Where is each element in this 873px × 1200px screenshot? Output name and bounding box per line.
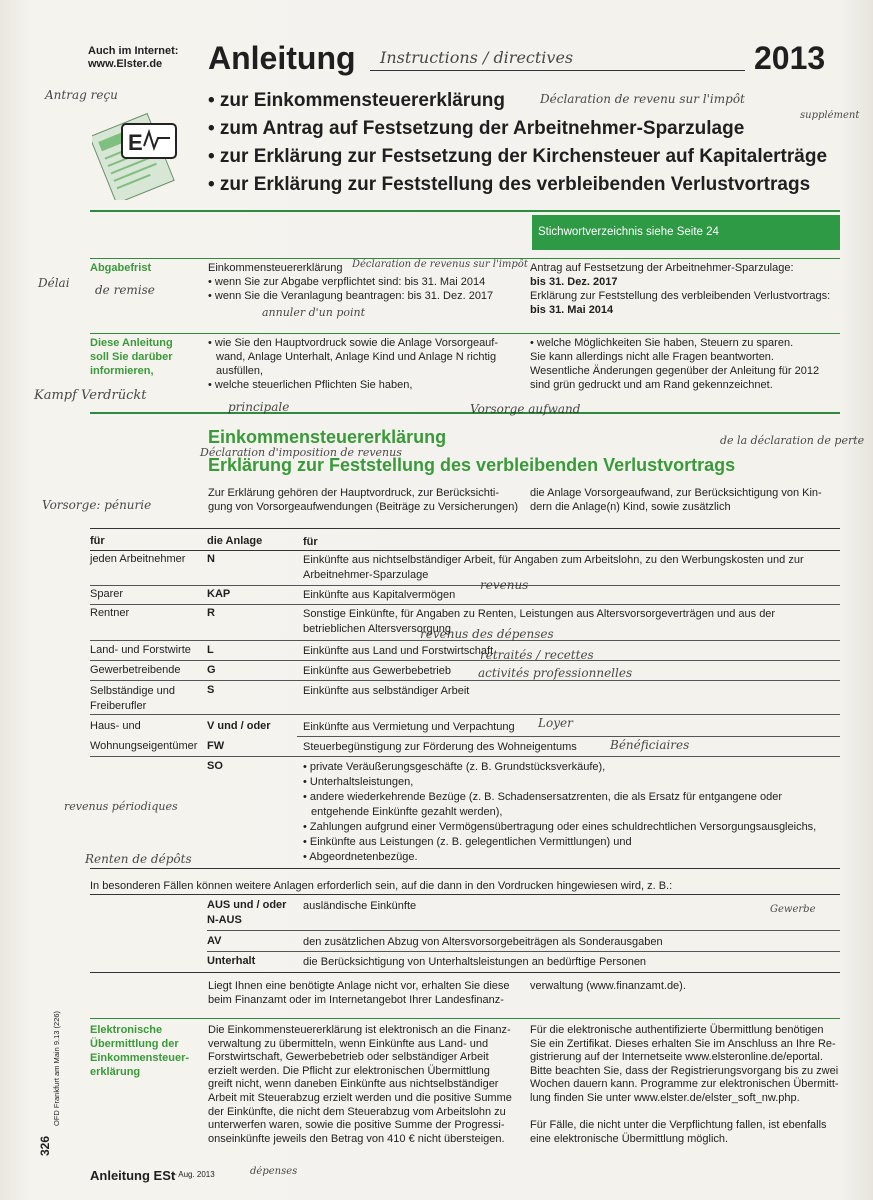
- row-anlage: SO: [207, 760, 223, 772]
- special-note: In besonderen Fällen können weitere Anlagen erforderlich sein, auf die dann in den Vordrucken hingewiesen wird, z. B.:: [90, 880, 673, 892]
- intro-left-1: Zur Erklärung gehören der Hauptvordruck, zur Berücksichti-: [208, 487, 500, 499]
- electronic-left-line: Die Einkommensteuererklärung ist elektronisch an die Finanz-: [208, 1024, 511, 1036]
- row-rule: [207, 930, 840, 931]
- intro-right-1: die Anlage Vorsorgeaufwand, zur Berücksichtigung von Kin-: [530, 487, 822, 499]
- year: 2013: [754, 40, 826, 76]
- row-who: jeden Arbeitnehmer: [90, 553, 186, 565]
- row-who: Land- und Forstwirte: [90, 644, 191, 656]
- handwritten-note: revenus: [480, 578, 529, 592]
- bullet-4: • zur Erklärung zur Feststellung des verbleibenden Verlustvortrags: [208, 174, 811, 195]
- table-top-rule: [90, 528, 840, 529]
- electronic-right-line: Für Fälle, die nicht unter die Verpflichtung fallen, ist ebenfalls: [530, 1119, 827, 1132]
- electronic-right-line: Wochen dauern kann. Programme zur elektronischen Übermitt-: [530, 1078, 839, 1091]
- electronic-right-line: lung finden Sie unter www.elster.de/elster_soft_nw.php.: [530, 1091, 800, 1104]
- bullet-3: • zur Erklärung zur Festsetzung der Kirchensteuer auf Kapitalerträge: [208, 146, 828, 167]
- row-anlage: AV: [207, 935, 222, 947]
- info-label-1: Diese Anleitung: [90, 337, 173, 349]
- header-anlage: die Anlage: [207, 535, 263, 547]
- deadline-left-heading: Einkommensteuererklärung: [208, 262, 343, 274]
- handwritten-note: Vorsorge aufwand: [470, 402, 581, 416]
- handwritten-note: Vorsorge: pénurie: [42, 498, 152, 512]
- side-text: OFD Frankfurt am Main 9.13 (226): [52, 1010, 61, 1126]
- deadline-label: Abgabefrist: [90, 262, 152, 274]
- deadline-left-2: • wenn Sie die Veranlagung beantragen: bis 31. Dez. 2017: [208, 290, 494, 302]
- row-desc: die Berücksichtigung von Unterhaltsleistungen an bedürftige Personen: [303, 956, 647, 968]
- handwritten-note: annuler d'un point: [262, 306, 366, 319]
- electronic-right-line: Für die elektronische authentifizierte Übermittlung benötigen: [530, 1024, 824, 1036]
- electronic-left-line: erzielt werden. Die Pflicht zur elektronischen Übermittlung: [208, 1064, 490, 1077]
- row-rule: [90, 714, 840, 715]
- header-fuer-2: für: [303, 536, 318, 548]
- extra-top-rule: [90, 894, 840, 895]
- footer-date: – Aug. 2013: [172, 1170, 215, 1179]
- handwritten-note: activités professionnelles: [478, 666, 633, 680]
- row-rule: [90, 660, 840, 661]
- row-desc: ausländische Einkünfte: [303, 900, 417, 912]
- row-desc: Einkünfte aus Gewerbebetrieb: [303, 665, 451, 677]
- handwritten-note: Bénéficiaires: [610, 738, 690, 752]
- row-rule: [297, 736, 840, 737]
- electronic-left-line: onseinkünfte jeweils den Betrag von 410 € nicht übersteigen.: [208, 1132, 505, 1145]
- deadline-right-1: Antrag auf Festsetzung der Arbeitnehmer-Sparzulage:: [530, 262, 794, 274]
- section-divider: [90, 412, 840, 414]
- page-number: 326: [38, 1135, 52, 1156]
- so-items: [303, 760, 840, 865]
- row-desc: Einkünfte aus Land und Forstwirtschaft: [303, 645, 494, 657]
- index-box: Stichwortverzeichnis siehe Seite 24: [532, 215, 840, 250]
- electronic-label-2: Übermittlung der: [90, 1038, 179, 1050]
- row-rule: [90, 585, 840, 586]
- extra-bottom-rule: [90, 972, 840, 973]
- info-right-3: Wesentliche Änderungen gegenüber der Anleitung für 2012: [530, 365, 820, 377]
- electronic-right-line: Bitte beachten Sie, dass der Registrierungsvorgang bis zu zwei: [530, 1064, 839, 1077]
- info-left-3: ausfüllen,: [216, 365, 264, 377]
- electronic-left-line: unterwerfen waren, sowie die positive Summe der Progressi-: [208, 1119, 505, 1132]
- row-anlage: Unterhalt: [207, 955, 256, 967]
- electronic-right-line: [530, 1106, 842, 1120]
- row-who: Sparer: [90, 588, 124, 600]
- table-header-rule: [90, 550, 840, 551]
- header-divider: [90, 210, 840, 212]
- handwritten-note: Antrag reçu: [45, 88, 118, 102]
- info-divider: [90, 333, 840, 334]
- so-item: • Unterhaltsleistungen,: [303, 776, 414, 788]
- intro-left-2: gung von Vorsorgeaufwendungen (Beiträge zu Versicherungen): [208, 501, 519, 513]
- row-desc: Einkünfte aus nichtselbständiger Arbeit, für Angaben zum Arbeitslohn, zu den Werbungskosten und zur Arbeitnehmer-Sparzulage: [303, 554, 804, 581]
- handwritten-note: Gewerbe: [770, 904, 816, 915]
- electronic-left-line: Arbeit mit Steuerabzug erzielt werden und die positive Summe: [208, 1091, 512, 1104]
- electronic-left-text: [208, 1024, 523, 1146]
- electronic-divider: [90, 1018, 840, 1019]
- so-item: • Zahlungen aufgrund einer Vermögensübertragung oder eines schuldrechtlichen Versorgungsausgleichs,: [303, 821, 817, 833]
- row-anlage: L: [207, 644, 214, 656]
- elster-logo: [92, 110, 184, 200]
- row-anlage: N: [207, 553, 215, 565]
- table-bottom-rule: [90, 868, 840, 869]
- missing-right-1: verwaltung (www.finanzamt.de).: [530, 980, 686, 992]
- title-underline: [370, 70, 745, 71]
- row-anlage: N-AUS: [207, 914, 242, 926]
- electronic-left-line: der Einkünfte, die nicht dem Steuerabzug vom Arbeitslohn zu: [208, 1105, 506, 1118]
- handwritten-note: revenus périodiques: [64, 800, 178, 813]
- row-anlage: G: [207, 664, 216, 676]
- electronic-right-line: Sie ein Zertifikat. Dieses erhalten Sie im Anschluss an Ihre Re-: [530, 1037, 836, 1050]
- handwritten-note: supplément: [800, 110, 860, 121]
- svg-text:E: E: [128, 130, 143, 155]
- row-rule: [90, 680, 840, 681]
- bullet-2: • zum Antrag auf Festsetzung der Arbeitnehmer-Sparzulage: [208, 118, 745, 139]
- row-anlage: AUS und / oder: [207, 899, 287, 911]
- row-who: Gewerbetreibende: [90, 664, 181, 676]
- missing-left-1: Liegt Ihnen eine benötigte Anlage nicht vor, erhalten Sie diese: [208, 980, 510, 992]
- internet-label: Auch im Internet:: [88, 45, 179, 57]
- handwritten-note: de remise: [95, 283, 155, 297]
- footer-label: Anleitung ESt: [90, 1168, 176, 1183]
- handwritten-note: Loyer: [538, 716, 573, 730]
- electronic-label-3: Einkommensteuer-: [90, 1052, 190, 1064]
- deadline-right-2: bis 31. Dez. 2017: [530, 276, 618, 288]
- handwritten-note: revenus des dépenses: [420, 627, 554, 641]
- handwritten-note: de la déclaration de perte: [720, 434, 865, 447]
- info-right-2: Sie kann allerdings nicht alle Fragen beantworten.: [530, 351, 774, 363]
- section-title-2: Erklärung zur Feststellung des verbleibenden Verlustvortrags: [208, 455, 736, 475]
- info-label-2: soll Sie darüber: [90, 351, 173, 363]
- row-desc: Einkünfte aus selbständiger Arbeit: [303, 685, 470, 697]
- so-item: • private Veräußerungsgeschäfte (z. B. Grundstücksverkäufe),: [303, 761, 606, 773]
- row-who: Rentner: [90, 607, 130, 619]
- row-who: Selbständige und Freiberufler: [90, 685, 176, 712]
- deadline-left-1: • wenn Sie zur Abgabe verpflichtet sind: bis 31. Mai 2014: [208, 276, 486, 288]
- row-desc: Steuerbegünstigung zur Förderung des Wohneigentums: [303, 741, 577, 753]
- row-anlage: V und / oder: [207, 720, 271, 732]
- so-item: • Einkünfte aus Leistungen (z. B. gelegentlichen Vermittlungen) und: [303, 836, 632, 848]
- row-anlage: FW: [207, 740, 225, 752]
- row-who: Wohnungseigentümer: [90, 740, 198, 752]
- intro-right-2: dern die Anlage(n) Kind, sowie zusätzlich: [530, 501, 731, 513]
- handwritten-note: Délai: [38, 276, 70, 290]
- so-item: • andere wiederkehrende Bezüge (z. B. Schadensersatzrenten, die als Ersatz für entgangene oder: [303, 791, 782, 803]
- section-title-1: Einkommensteuererklärung: [208, 427, 447, 447]
- info-left-1: • wie Sie den Hauptvordruck sowie die Anlage Vorsorgeauf-: [208, 337, 499, 349]
- so-item: • Abgeordnetenbezüge.: [303, 851, 418, 863]
- page-title: Anleitung: [208, 40, 356, 76]
- electronic-left-line: greift nicht, wenn daneben Einkünfte aus nichtselbständiger: [208, 1078, 499, 1091]
- row-desc: Einkünfte aus Vermietung und Verpachtung: [303, 721, 515, 733]
- row-rule: [90, 756, 840, 757]
- info-label-3: informieren,: [90, 365, 154, 377]
- electronic-left-line: Forstwirtschaft, Gewerbebetrieb oder selbständiger Arbeit: [208, 1051, 489, 1064]
- handwritten-note: Kampf Verdrückt: [34, 388, 147, 403]
- deadline-right-4: bis 31. Mai 2014: [530, 304, 614, 316]
- info-left-2: wand, Anlage Unterhalt, Anlage Kind und Anlage N richtig: [216, 351, 497, 363]
- row-desc: den zusätzlichen Abzug von Altersvorsorgebeiträgen als Sonderausgaben: [303, 936, 663, 948]
- handwritten-note: principale: [228, 400, 290, 414]
- electronic-left-line: verwaltung zu übermitteln, wenn Einkünfte aus Land- und: [208, 1037, 489, 1050]
- handwritten-note: Déclaration de revenus sur l'impôt: [352, 259, 528, 270]
- info-right-1: • welche Möglichkeiten Sie haben, Steuern zu sparen.: [530, 337, 794, 349]
- internet-url: www.Elster.de: [88, 58, 163, 70]
- missing-left-2: beim Finanzamt oder im Internetangebot Ihrer Landesfinanz-: [208, 994, 504, 1006]
- bullet-1: • zur Einkommensteuererklärung: [208, 90, 506, 111]
- electronic-right-line: gistrierung auf der Internetseite www.elsteronline.de/eportal.: [530, 1051, 823, 1064]
- so-item: entgehende Einkünfte gezahlt werden),: [311, 806, 503, 818]
- info-right-4: sind grün gedruckt und am Rand gekennzeichnet.: [530, 379, 773, 391]
- info-left-4: • welche steuerlichen Pflichten Sie haben,: [208, 379, 413, 391]
- electronic-label-4: erklärung: [90, 1066, 141, 1078]
- electronic-right-text: [530, 1024, 842, 1146]
- handwritten-note: Déclaration de revenu sur l'impôt: [540, 92, 745, 106]
- row-desc: Sonstige Einkünfte, für Angaben zu Renten, Leistungen aus Altersvorsorgeverträgen und aus der betrieblichen Altersversorgung: [303, 608, 776, 635]
- row-anlage: KAP: [207, 588, 231, 600]
- header-fuer: für: [90, 535, 105, 547]
- electronic-right-line: eine elektronische Übermittlung möglich.: [530, 1132, 729, 1145]
- electronic-label-1: Elektronische: [90, 1024, 163, 1036]
- handwritten-note: Renten de dépôts: [85, 852, 192, 866]
- handwritten-note: Déclaration d'imposition de revenus: [200, 446, 402, 459]
- row-desc: Einkünfte aus Kapitalvermögen: [303, 589, 456, 601]
- row-anlage: S: [207, 684, 215, 696]
- row-anlage: R: [207, 607, 215, 619]
- deadline-right-3: Erklärung zur Feststellung des verbleibenden Verlustvortrags:: [530, 290, 831, 302]
- row-who: Haus- und: [90, 720, 141, 732]
- row-rule: [207, 951, 840, 952]
- handwritten-note: Instructions / directives: [380, 48, 574, 67]
- row-rule: [90, 604, 840, 605]
- handwritten-note: retraités / recettes: [480, 648, 594, 662]
- handwritten-note: dépenses: [250, 1166, 298, 1177]
